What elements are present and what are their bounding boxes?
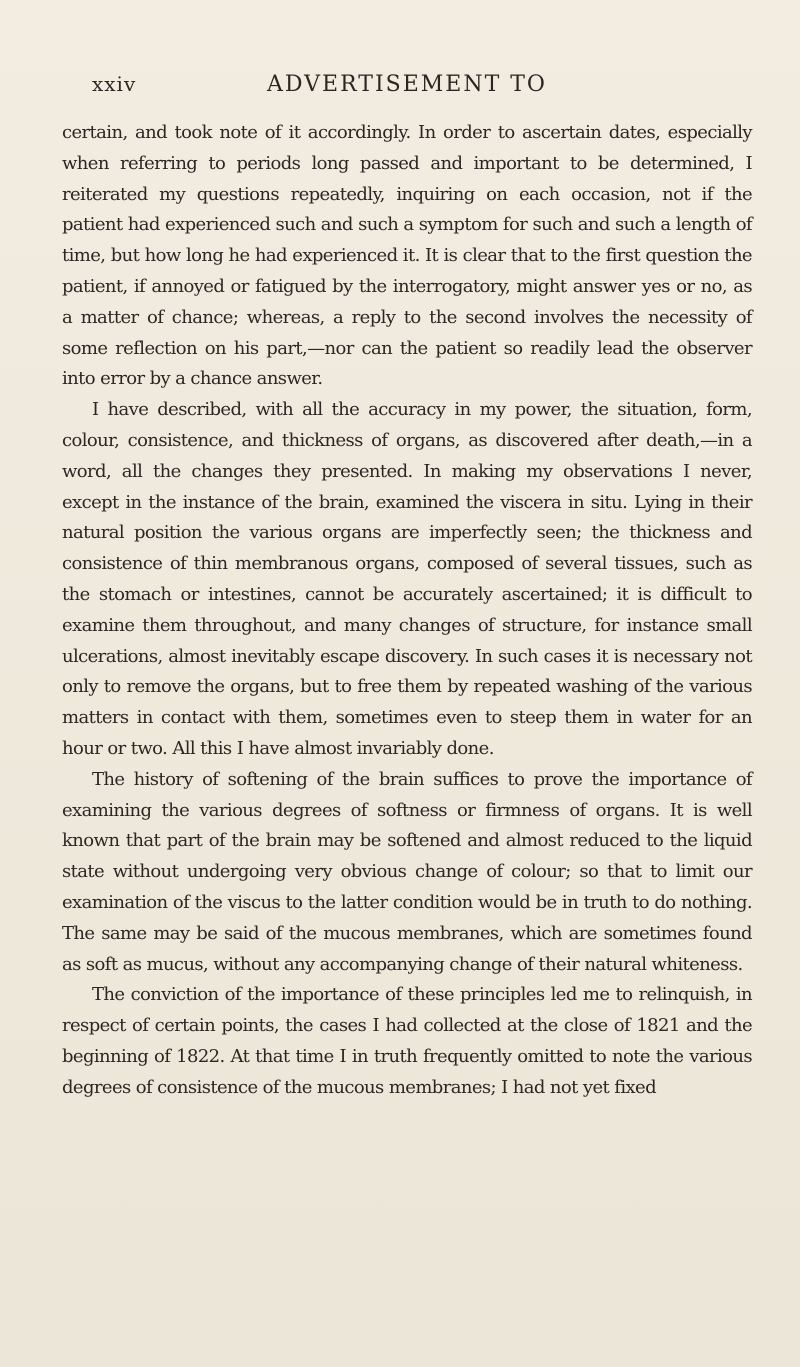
page-number: xxiv <box>92 72 137 96</box>
paragraph: The conviction of the importance of these principles led me to relinquish, in respect of certain points, the cases I had collected at the close of 1821 and the beginning of 1822. At that time I in truth frequently omitted to note the various degrees of consistence of the mucous membranes; I had not yet fixed <box>62 984 752 1098</box>
running-head-title: ADVERTISEMENT TO <box>267 72 547 97</box>
paragraph-continued: certain, and took note of it accordingly. In order to ascertain dates, especially when referring to periods long passed and important to be determined, I reiterated my questions repeatedly, inquiring on each occasion, not if the patient had experienced such and such a symptom for such and such a length of time, but how long he had experienced it. It is clear that to the first question the patient, if annoyed or fatigued by the interrogatory, might answer yes or no, as a matter of chance; whereas, a reply to the second involves the necessity of some reflection on his part,—nor can the patient so readily lead the observer into error by a chance answer. <box>62 122 752 390</box>
running-head <box>62 72 752 112</box>
paragraph: The history of softening of the brain suffices to prove the importance of examining the various degrees of softness or firmness of organs. It is well known that part of the brain may be softened and almost reduced to the liquid state without undergoing very obvious change of colour; so that to limit our examination of the viscus to the latter condition would be in truth to do nothing. The same may be said of the mucous membranes, which are sometimes found as soft as mucus, without any accompanying change of their natural whiteness. <box>62 768 752 975</box>
body-text <box>62 118 752 1104</box>
paragraph: I have described, with all the accuracy in my power, the situation, form, colour, consistence, and thickness of organs, as discovered after death,—in a word, all the changes they presented. In making my observations I never, except in the instance of the brain, examined the viscera in situ. Lying in their natural position the various organs are imperfectly seen; the thickness and consistence of thin membranous organs, composed of several tissues, such as the stomach or intestines, cannot be accurately ascertained; it is difficult to examine them throughout, and many changes of structure, for instance small ulcerations, almost inevitably escape discovery. In such cases it is necessary not only to remove the organs, but to free them by repeated washing of the various matters in contact with them, sometimes even to steep them in water for an hour or two. All this I have almost invariably done. <box>62 399 752 759</box>
